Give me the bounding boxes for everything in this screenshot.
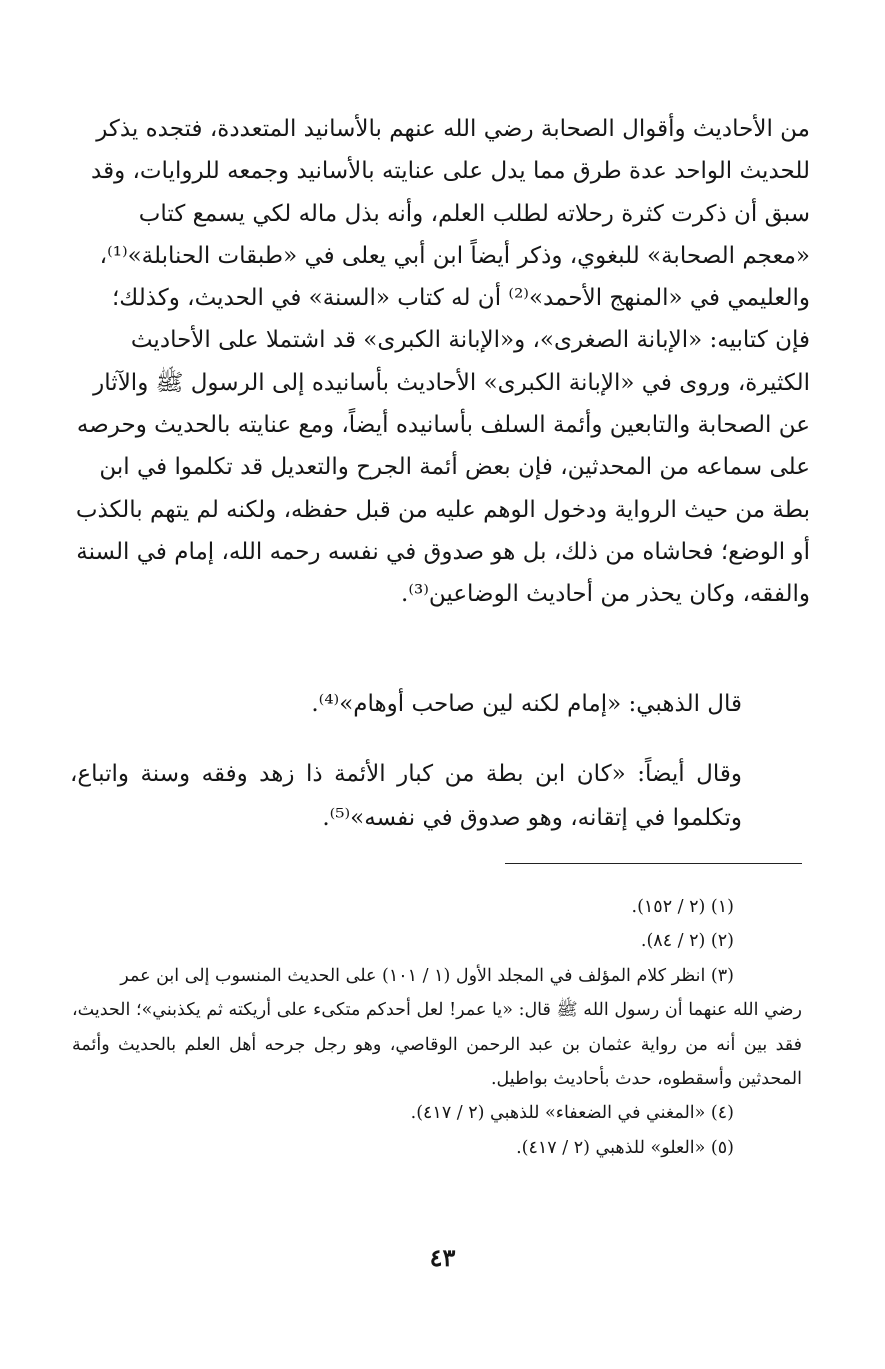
footnote-1: (١) (٢ / ١٥٢).: [631, 897, 734, 917]
dhahabi-quote-2: وقال أيضاً: «كان ابن بطة من كبار الأئمة ذا زهد وفقه وسنة واتباع، وتكلموا في إتقانه، وهو صدوق في نفسه»⁽⁵⁾.: [70, 761, 742, 831]
paragraph-line: فإن كتابيه: «الإبانة الصغرى»، و«الإبانة الكبرى» قد اشتملا على الأحاديث: [130, 327, 810, 354]
footnote-separator: [505, 863, 802, 864]
footnote-2: (٢) (٢ / ٨٤).: [640, 931, 734, 952]
paragraph-line: أو الوضع؛ فحاشاه من ذلك، بل هو صدوق في نفسه رحمه الله، إمام في السنة: [76, 538, 810, 565]
paragraph-line: على سماعه من المحدثين، فإن بعض أئمة الجرح والتعديل قد تكلموا في ابن: [99, 454, 810, 481]
paragraph-line: للحديث الواحد عدة طرق مما يدل على عنايته بالأسانيد وجمعه للروايات، وقد: [91, 158, 810, 185]
paragraph-line: «معجم الصحابة» للبغوي، وذكر أيضاً ابن أبي يعلى في «طبقات الحنابلة»⁽¹⁾،: [99, 242, 810, 269]
footnote-5: (٥) «العلو» للذهبي (٢ / ٤١٧).: [516, 1137, 734, 1158]
paragraph-line: عن الصحابة والتابعين وأئمة السلف بأسانيده أيضاً، ومع عنايته بالحديث وحرصه: [76, 412, 810, 439]
footnote-3-first-line: (٣) انظر كلام المؤلف في المجلد الأول (١ / ١٠١) على الحديث المنسوب إلى ابن عمر: [120, 965, 734, 986]
dhahabi-quote-1: قال الذهبي: «إمام لكنه لين صاحب أوهام»⁽⁴⁾.: [311, 691, 742, 717]
page-number: ٤٣: [429, 1243, 456, 1272]
paragraph-line: بطة من حيث الرواية ودخول الوهم عليه من قبل حفظه، ولكنه لم يتهم بالكذب: [75, 496, 810, 523]
footnotes: [72, 890, 802, 1165]
paragraph-line: الكثيرة، وروى في «الإبانة الكبرى» الأحاديث بأسانيده إلى الرسول ﷺ والآثار: [93, 369, 810, 396]
paragraph-line: والعليمي في «المنهج الأحمد»⁽²⁾ أن له كتاب «السنة» في الحديث، وكذلك؛: [112, 285, 810, 312]
paragraph-line: من الأحاديث وأقوال الصحابة رضي الله عنهم بالأسانيد المتعددة، فتجده يذكر: [96, 116, 810, 142]
footnote-4: (٤) «المغني في الضعفاء» للذهبي (٢ / ٤١٧).: [410, 1103, 734, 1124]
main-paragraph: [70, 108, 810, 616]
paragraph-line: سبق أن ذكرت كثرة رحلاته لطلب العلم، وأنه بذل ماله لكي يسمع كتاب: [138, 200, 810, 227]
footnote-3-continuation: رضي الله عنهما أن رسول الله ﷺ قال: «يا عمر! لعل أحدكم متكىء على أريكته ثم يكذبني»؛ الحديث، فقد بين أنه من رواية عثمان بن عبد الرحمن الوقاصي، وهو رجل جرحه أهل العلم بالحديث وأئمة المحدثين وأسقطوه، حدث بأحاديث بواطيل.: [72, 1000, 802, 1090]
paragraph-line: والفقه، وكان يحذر من أحاديث الوضاعين⁽³⁾.: [401, 581, 810, 608]
